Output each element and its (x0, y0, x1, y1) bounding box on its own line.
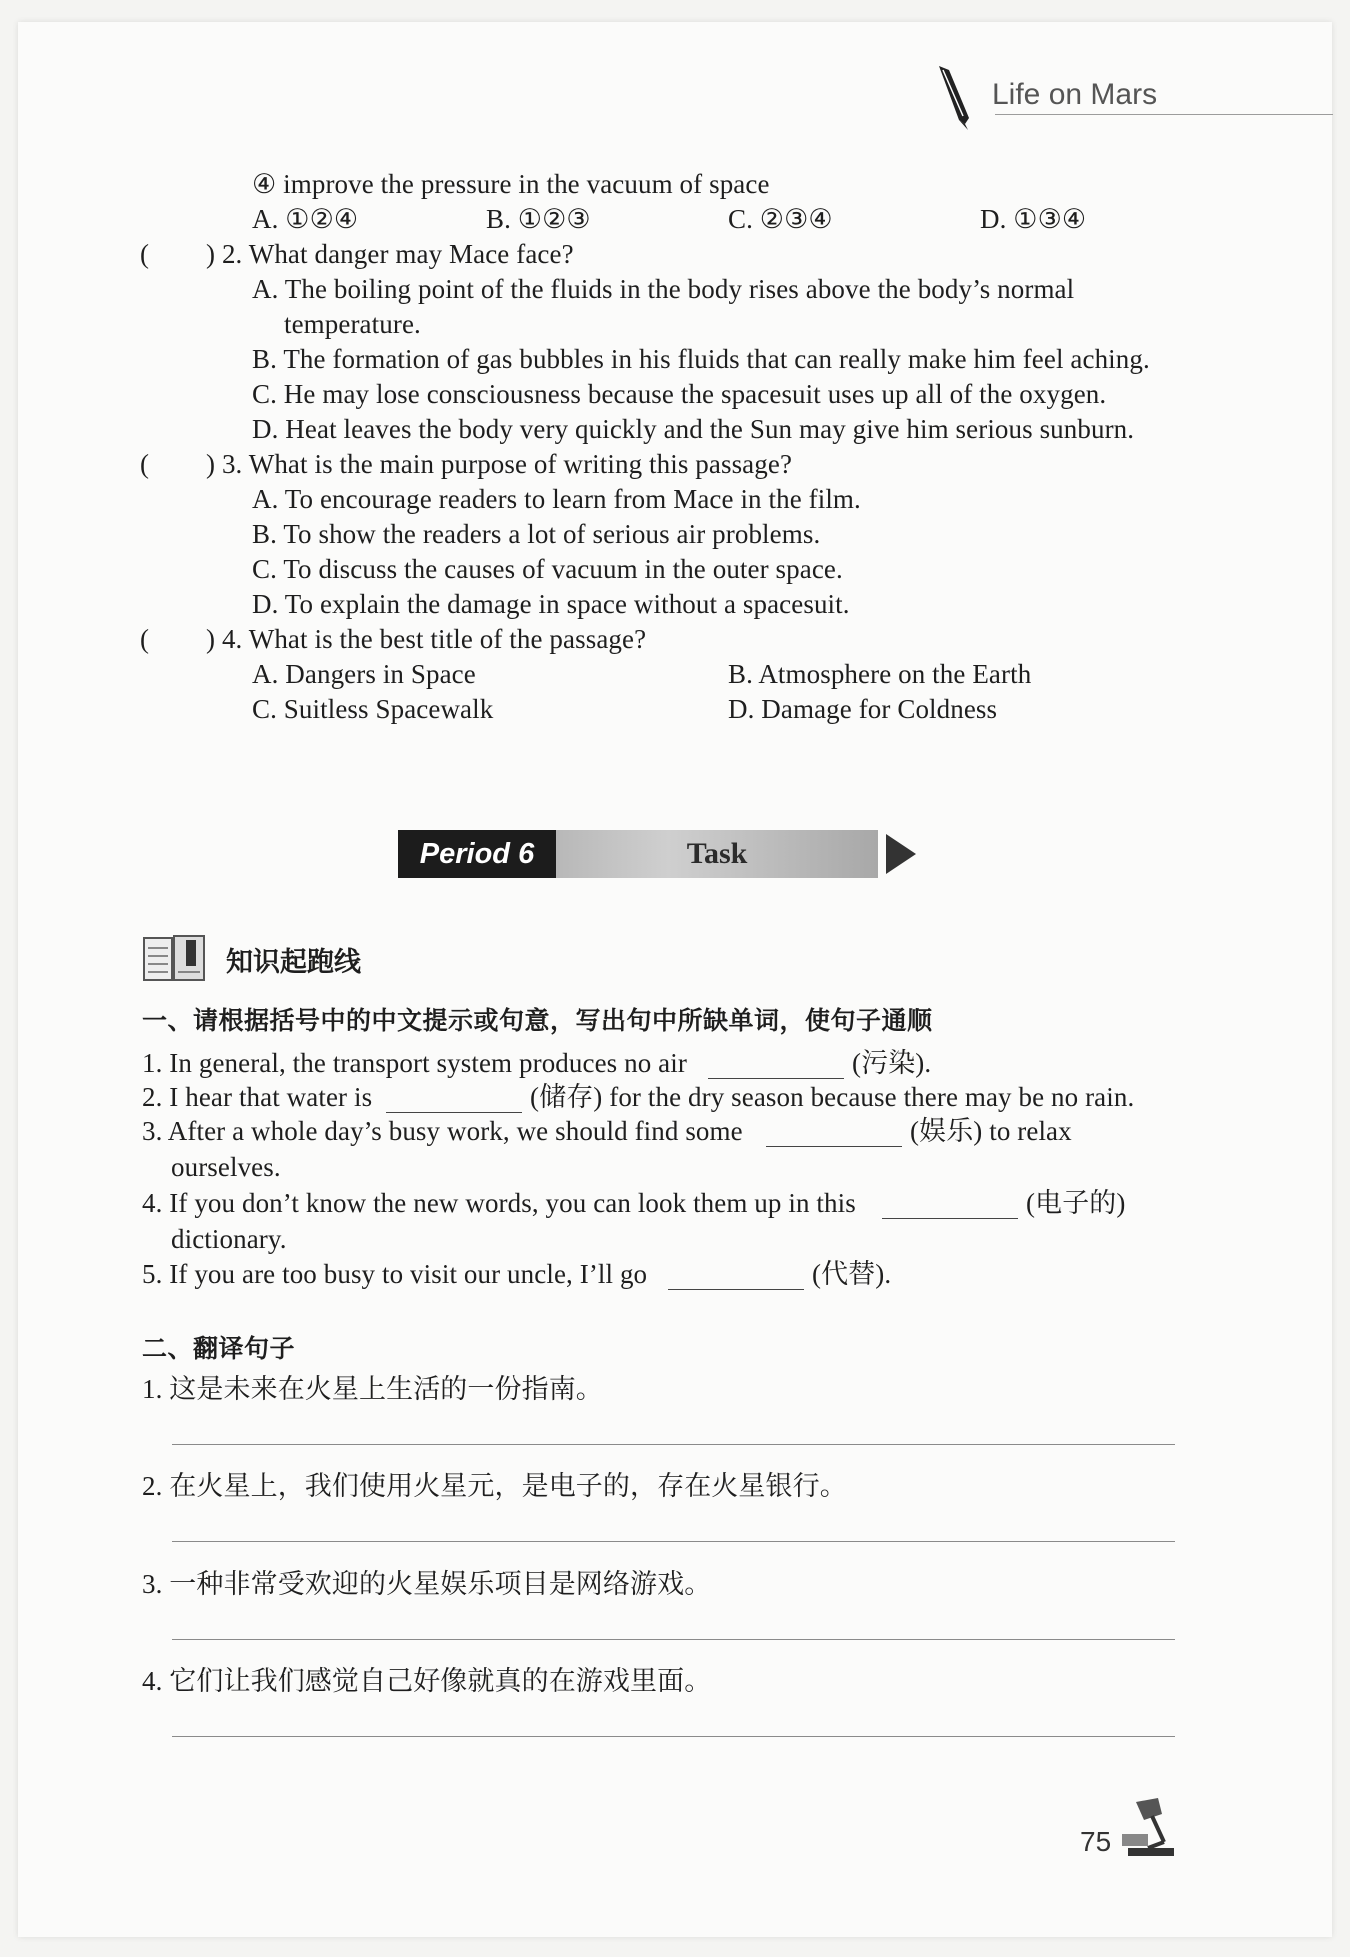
fill-item-4-text: 4. If you don’t know the new words, you can look them up in this (142, 1188, 856, 1218)
q3-stem: ) 3. What is the main purpose of writing this passage? (206, 449, 793, 479)
q2-open-paren: ( (140, 239, 150, 269)
q2-option-a-cont: temperature. (284, 309, 421, 339)
q3-option-c: C. To discuss the causes of vacuum in the outer space. (252, 554, 843, 584)
translate-item-2: 2. 在火星上，我们使用火星元，是电子的，存在火星银行。 (142, 1471, 847, 1501)
fill-item-4-hint: (电子的) (1026, 1188, 1126, 1218)
page-number: 75 (1080, 1826, 1112, 1857)
translate-item-4: 4. 它们让我们感觉自己好像就真的在游戏里面。 (142, 1666, 712, 1696)
fill-item-5-hint: (代替). (812, 1259, 892, 1289)
translate-item-3: 3. 一种非常受欢迎的火星娱乐项目是网络游戏。 (142, 1569, 712, 1599)
q2-option-c: C. He may lose consciousness because the spacesuit uses up all of the oxygen. (252, 379, 1107, 409)
fill-blank-4[interactable] (882, 1218, 1018, 1219)
q3-option-d: D. To explain the damage in space without a spacesuit. (252, 589, 850, 619)
fill-item-1-hint: (污染). (852, 1048, 932, 1078)
fill-item-5-text: 5. If you are too busy to visit our uncle, I’ll go (142, 1259, 648, 1289)
q1-option-4: ④ improve the pressure in the vacuum of space (252, 169, 770, 199)
q1-choice-a: A. ①②④ (252, 204, 359, 234)
answer-line-4[interactable] (172, 1736, 1175, 1737)
q4-option-b: B. Atmosphere on the Earth (728, 659, 1032, 689)
fill-item-1-text: 1. In general, the transport system produces no air (142, 1048, 687, 1078)
period-banner (398, 830, 918, 878)
q1-choice-d: D. ①③④ (980, 204, 1087, 234)
header-title: Life on Mars (992, 78, 1158, 111)
q3-open-paren: ( (140, 449, 150, 479)
fill-item-3-cont: ourselves. (171, 1152, 281, 1182)
q4-option-c: C. Suitless Spacewalk (252, 694, 494, 724)
q2-stem: ) 2. What danger may Mace face? (206, 239, 574, 269)
arrow-right-icon (886, 834, 916, 874)
fill-blank-1[interactable] (708, 1078, 844, 1079)
q1-choice-b: B. ①②③ (486, 204, 591, 234)
fill-item-3-hint: (娱乐) to relax (910, 1116, 1072, 1146)
q4-open-paren: ( (140, 624, 150, 654)
part1-heading: 一、请根据括号中的中文提示或句意，写出句中所缺单词，使句子通顺 (142, 1007, 933, 1035)
q3-option-b: B. To show the readers a lot of serious air problems. (252, 519, 821, 549)
fill-item-4-cont: dictionary. (171, 1224, 287, 1254)
page (18, 22, 1332, 1937)
fill-blank-3[interactable] (766, 1146, 902, 1147)
fill-item-2-text: 2. I hear that water is (142, 1082, 373, 1112)
q3-option-a: A. To encourage readers to learn from Mace in the film. (252, 484, 861, 514)
q2-option-d: D. Heat leaves the body very quickly and the Sun may give him serious sunburn. (252, 414, 1135, 444)
answer-line-1[interactable] (172, 1444, 1175, 1445)
fill-item-2-hint: (储存) for the dry season because there may be no rain. (530, 1082, 1135, 1112)
part2-heading: 二、翻译句子 (142, 1335, 296, 1363)
translate-item-1: 1. 这是未来在火星上生活的一份指南。 (142, 1374, 603, 1404)
header-rule (995, 114, 1333, 115)
period-label: Period 6 (398, 830, 556, 878)
book-icon (142, 934, 208, 984)
pen-icon (935, 64, 979, 132)
q4-option-a: A. Dangers in Space (252, 659, 476, 689)
fill-blank-2[interactable] (386, 1112, 522, 1113)
answer-line-3[interactable] (172, 1639, 1175, 1640)
q4-stem: ) 4. What is the best title of the passage? (206, 624, 647, 654)
lamp-icon (1118, 1796, 1176, 1858)
q2-option-a: A. The boiling point of the fluids in the body rises above the body’s normal (252, 274, 1075, 304)
task-band (556, 830, 878, 878)
q1-choice-c: C. ②③④ (728, 204, 833, 234)
q2-option-b: B. The formation of gas bubbles in his fluids that can really make him feel aching. (252, 344, 1150, 374)
fill-blank-5[interactable] (668, 1289, 804, 1290)
q4-option-d: D. Damage for Coldness (728, 694, 998, 724)
fill-item-3-text: 3. After a whole day’s busy work, we should find some (142, 1116, 743, 1146)
task-label: Task (686, 837, 748, 870)
knowledge-title: 知识起跑线 (226, 947, 361, 978)
answer-line-2[interactable] (172, 1541, 1175, 1542)
